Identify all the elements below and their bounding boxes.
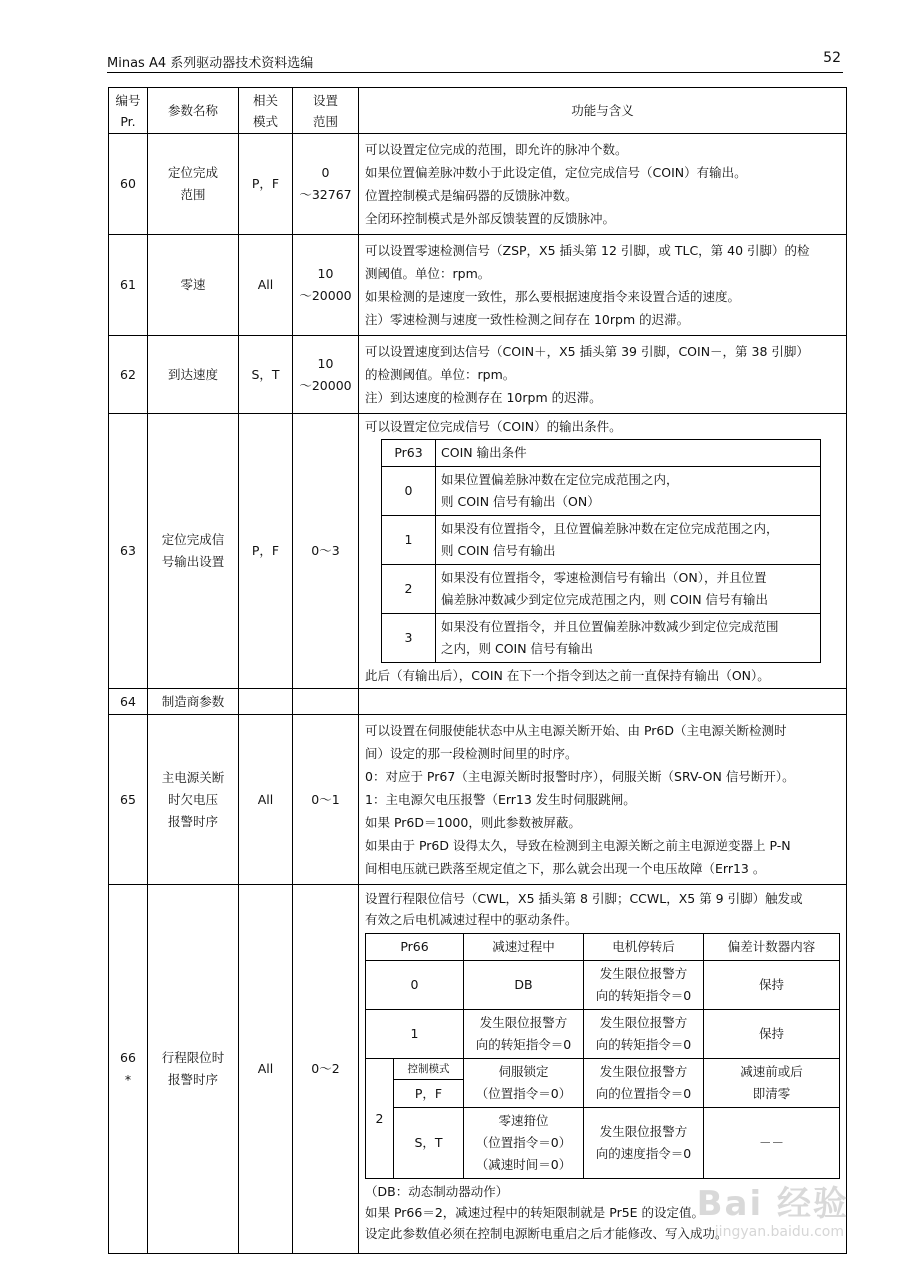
table-row bbox=[109, 336, 847, 414]
param-mode: All bbox=[239, 235, 293, 336]
param-description: 可以设置定位完成信号（COIN）的输出条件。 Pr63 COIN 输出条件 0 如果位置偏差脉冲数在定位完成范围之内， 则 COIN 信号有输出（ON） 1 如果没有位置指令，且位置偏差脉冲数在定位完成范围之内， 则 COIN 信号有输出 2 如果没有位置指令，零速检测信号有输出（ON），并且位置 偏差脉冲数减少到定位完成范围之内，则 COIN 信号有输出 3 如果没有位置指令，并且位置偏差脉冲数减少到定位完成范围 之内，则 COIN 信号有输出 此后（有输出后），COIN 在下一个指令到达之前一直保持有输出（ON）。 bbox=[359, 414, 847, 689]
limit-sequence-table bbox=[365, 933, 840, 1179]
param-number: 64 bbox=[109, 689, 148, 715]
col-number-header: 编号 Pr. bbox=[109, 88, 148, 134]
param-range: 10 ～20000 bbox=[293, 336, 359, 414]
param-number: 63 bbox=[109, 414, 148, 689]
page-header bbox=[107, 50, 843, 73]
col-function-header: 功能与含义 bbox=[359, 88, 847, 134]
sub-table-row: 2 控制模式 伺服锁定 （位置指令＝0） 发生限位报警方 向的位置指令＝0 减速前或后 即清零 bbox=[366, 1059, 840, 1080]
parameter-table bbox=[108, 87, 847, 1254]
param-mode: S，T bbox=[239, 336, 293, 414]
watermark-url: jingyan.baidu.com bbox=[714, 1224, 844, 1240]
param-name: 定位完成信 号输出设置 bbox=[148, 414, 239, 689]
param-name: 定位完成 范围 bbox=[148, 134, 239, 235]
sub-table-row: S，T 零速箝位 （位置指令＝0） （减速时间＝0） 发生限位报警方 向的速度指令＝0 －－ bbox=[366, 1108, 840, 1179]
col-mode-header: 相关 模式 bbox=[239, 88, 293, 134]
param-range: 0～1 bbox=[293, 715, 359, 885]
param-mode: P，F bbox=[239, 134, 293, 235]
col-name-header: 参数名称 bbox=[148, 88, 239, 134]
param-range: 10 ～20000 bbox=[293, 235, 359, 336]
param-range: 0～2 bbox=[293, 885, 359, 1254]
table-row bbox=[109, 414, 847, 689]
param-name: 主电源关断 时欠电压 报警时序 bbox=[148, 715, 239, 885]
sub-table-row: 0 如果位置偏差脉冲数在定位完成范围之内， 则 COIN 信号有输出（ON） bbox=[382, 467, 821, 516]
param-name: 到达速度 bbox=[148, 336, 239, 414]
param-description: 设置行程限位信号（CWL，X5 插头第 8 引脚；CCWL，X5 第 9 引脚）触发或 有效之后电机减速过程中的驱动条件。 Pr66 减速过程中 电机停转后 偏差计数器内容 0 DB 发生限位报警方 向的转矩指令＝0 保持 1 发生限位报警方 向的转矩指令＝0 发生限位报警方 向的转矩指令＝0 保持 2 控制模式 伺服锁定 （位置指令＝0） 发生限位报警方 向的位置指令＝0 减速前或后 即清零 P，F S，T 零速箝位 （位置指令＝0） （减速时间＝0） 发生限位报警方 向的速度指令＝0 －－ （DB：动态制动器动作） 如果 Pr66＝2，减速过程中的转矩限制就是 Pr5E 的设定值。 设定此参数值必须在控制电源断电重启之后才能修改、写入成功。 bbox=[359, 885, 847, 1254]
param-number: 60 bbox=[109, 134, 148, 235]
param-description: 可以设置在伺服使能状态中从主电源关断开始、由 Pr6D（主电源关断检测时 间）设定的那一段检测时间里的时序。 0：对应于 Pr67（主电源关断时报警时序），伺服关断（SRV-ON 信号断开）。 1：主电源欠电压报警（Err13 发生时伺服跳闸。 如果 Pr6D＝1000，则此参数被屏蔽。 如果由于 Pr6D 设得太久，导致在检测到主电源关断之前主电源逆变器上 P-N 间相电压就已跌落至规定值之下，那么就会出现一个电压故障（Err13 。 bbox=[359, 715, 847, 885]
sub-table-row: 3 如果没有位置指令，并且位置偏差脉冲数减少到定位完成范围 之内，则 COIN 信号有输出 bbox=[382, 614, 821, 663]
sub-table-header: Pr66 减速过程中 电机停转后 偏差计数器内容 bbox=[366, 934, 840, 961]
param-range: 0～3 bbox=[293, 414, 359, 689]
watermark-brand: Bai 经验 bbox=[696, 1184, 849, 1224]
param-description: 可以设置速度到达信号（COIN＋，X5 插头第 39 引脚，COIN－，第 38 引脚） 的检测阈值。单位：rpm。 注）到达速度的检测存在 10rpm 的迟滞。 bbox=[359, 336, 847, 414]
sub-table-row: 1 发生限位报警方 向的转矩指令＝0 发生限位报警方 向的转矩指令＝0 保持 bbox=[366, 1010, 840, 1059]
document-title: Minas A4 系列驱动器技术资料选编 bbox=[107, 56, 314, 71]
sub-table-row: 2 如果没有位置指令，零速检测信号有输出（ON），并且位置 偏差脉冲数减少到定位完成范围之内，则 COIN 信号有输出 bbox=[382, 565, 821, 614]
param-name: 制造商参数 bbox=[148, 689, 239, 715]
param-number: 62 bbox=[109, 336, 148, 414]
param-number: 65 bbox=[109, 715, 148, 885]
table-row bbox=[109, 689, 847, 715]
sub-table-row: P，F bbox=[366, 1080, 840, 1108]
param-mode: P，F bbox=[239, 414, 293, 689]
sub-table-row: 1 如果没有位置指令，且位置偏差脉冲数在定位完成范围之内， 则 COIN 信号有输出 bbox=[382, 516, 821, 565]
param-number: 61 bbox=[109, 235, 148, 336]
table-row bbox=[109, 715, 847, 885]
param-description: 可以设置零速检测信号（ZSP，X5 插头第 12 引脚，或 TLC，第 40 引脚）的检 测阈值。单位：rpm。 如果检测的是速度一致性，那么要根据速度指令来设置合适的速度。 注）零速检测与速度一致性检测之间存在 10rpm 的迟滞。 bbox=[359, 235, 847, 336]
param-name: 行程限位时 报警时序 bbox=[148, 885, 239, 1254]
table-header-row bbox=[109, 88, 847, 134]
param-number: 66 * bbox=[109, 885, 148, 1254]
coin-condition-table bbox=[381, 439, 821, 663]
sub-table-header: Pr63 COIN 输出条件 bbox=[382, 440, 821, 467]
page-number: 52 bbox=[823, 50, 841, 66]
param-name: 零速 bbox=[148, 235, 239, 336]
sub-table-row: 0 DB 发生限位报警方 向的转矩指令＝0 保持 bbox=[366, 961, 840, 1010]
col-range-header: 设置 范围 bbox=[293, 88, 359, 134]
table-row bbox=[109, 235, 847, 336]
param-range: 0 ～32767 bbox=[293, 134, 359, 235]
table-row bbox=[109, 134, 847, 235]
param-mode: All bbox=[239, 885, 293, 1254]
param-description: 可以设置定位完成的范围，即允许的脉冲个数。 如果位置偏差脉冲数小于此设定值，定位完成信号（COIN）有输出。 位置控制模式是编码器的反馈脉冲数。 全闭环控制模式是外部反馈装置的反馈脉冲。 bbox=[359, 134, 847, 235]
param-mode: All bbox=[239, 715, 293, 885]
